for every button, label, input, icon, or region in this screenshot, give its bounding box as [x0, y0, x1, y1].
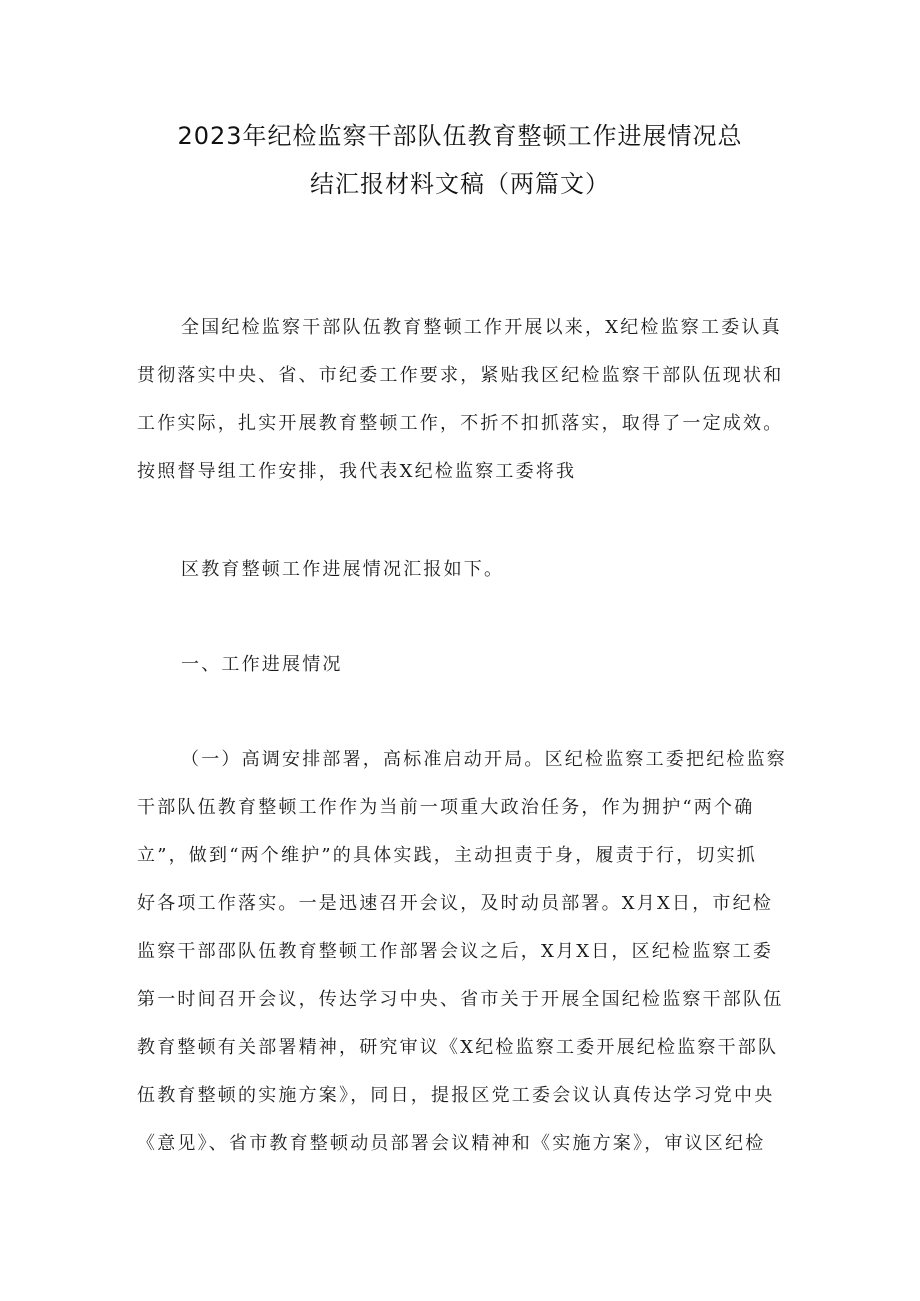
paragraph-line: 区教育整顿工作进展情况汇报如下。 [181, 559, 505, 580]
body-paragraph [137, 736, 791, 1168]
paragraph-line: （一）高调安排部署，高标准启动开局。区纪检监察工委把纪检监察 [181, 749, 787, 770]
section-heading-text: 一、工作进展情况 [181, 654, 343, 675]
paragraph-line: 第一时间召开会议，传达学习中央、省市关于开展全国纪检监察干部队伍 [137, 989, 784, 1010]
intro-paragraph [137, 304, 791, 496]
paragraph-line: 工作实际，扎实开展教育整顿工作，不折不扣抓落实，取得了一定成效。 [137, 413, 784, 434]
section-heading [137, 641, 791, 689]
paragraph-line: 伍教育整顿的实施方案》，同日，提报区党工委会议认真传达学习党中央 [137, 1085, 775, 1106]
paragraph-line: 教育整顿有关部署精神，研究审议《X纪检监察工委开展纪检监察干部队 [137, 1037, 779, 1058]
report-intro-paragraph [137, 546, 791, 594]
paragraph-line: 监察干部邵队伍教育整顿工作部署会议之后，X月X日，区纪检监察工委 [137, 941, 774, 962]
paragraph-line: 贯彻落实中央、省、市纪委工作要求，紧贴我区纪检监察干部队伍现状和 [137, 365, 784, 386]
document-title-line-2: 结汇报材料文稿（两篇文） [310, 170, 610, 198]
paragraph-line: 全国纪检监察干部队伍教育整顿工作开展以来，X纪检监察工委认真 [181, 317, 782, 338]
paragraph-line: 《意见》、省市教育整顿动员部署会议精神和《实施方案》，审议区纪检 [137, 1133, 766, 1154]
paragraph-line: 干部队伍教育整顿工作作为当前一项重大政治任务，作为拥护“两个确 [137, 797, 755, 818]
paragraph-line: 好各项工作落实。一是迅速召开会议，及时动员部署。X月X日，市纪检 [137, 893, 774, 914]
document-title-line-1: 2023年纪检监察干部队伍教育整顿工作进展情况总 [177, 122, 743, 150]
paragraph-line: 按照督导组工作安排，我代表X纪检监察工委将我 [137, 461, 577, 482]
paragraph-line: 立”，做到“两个维护”的具体实践，主动担责于身，履责于行，切实抓 [137, 845, 758, 866]
